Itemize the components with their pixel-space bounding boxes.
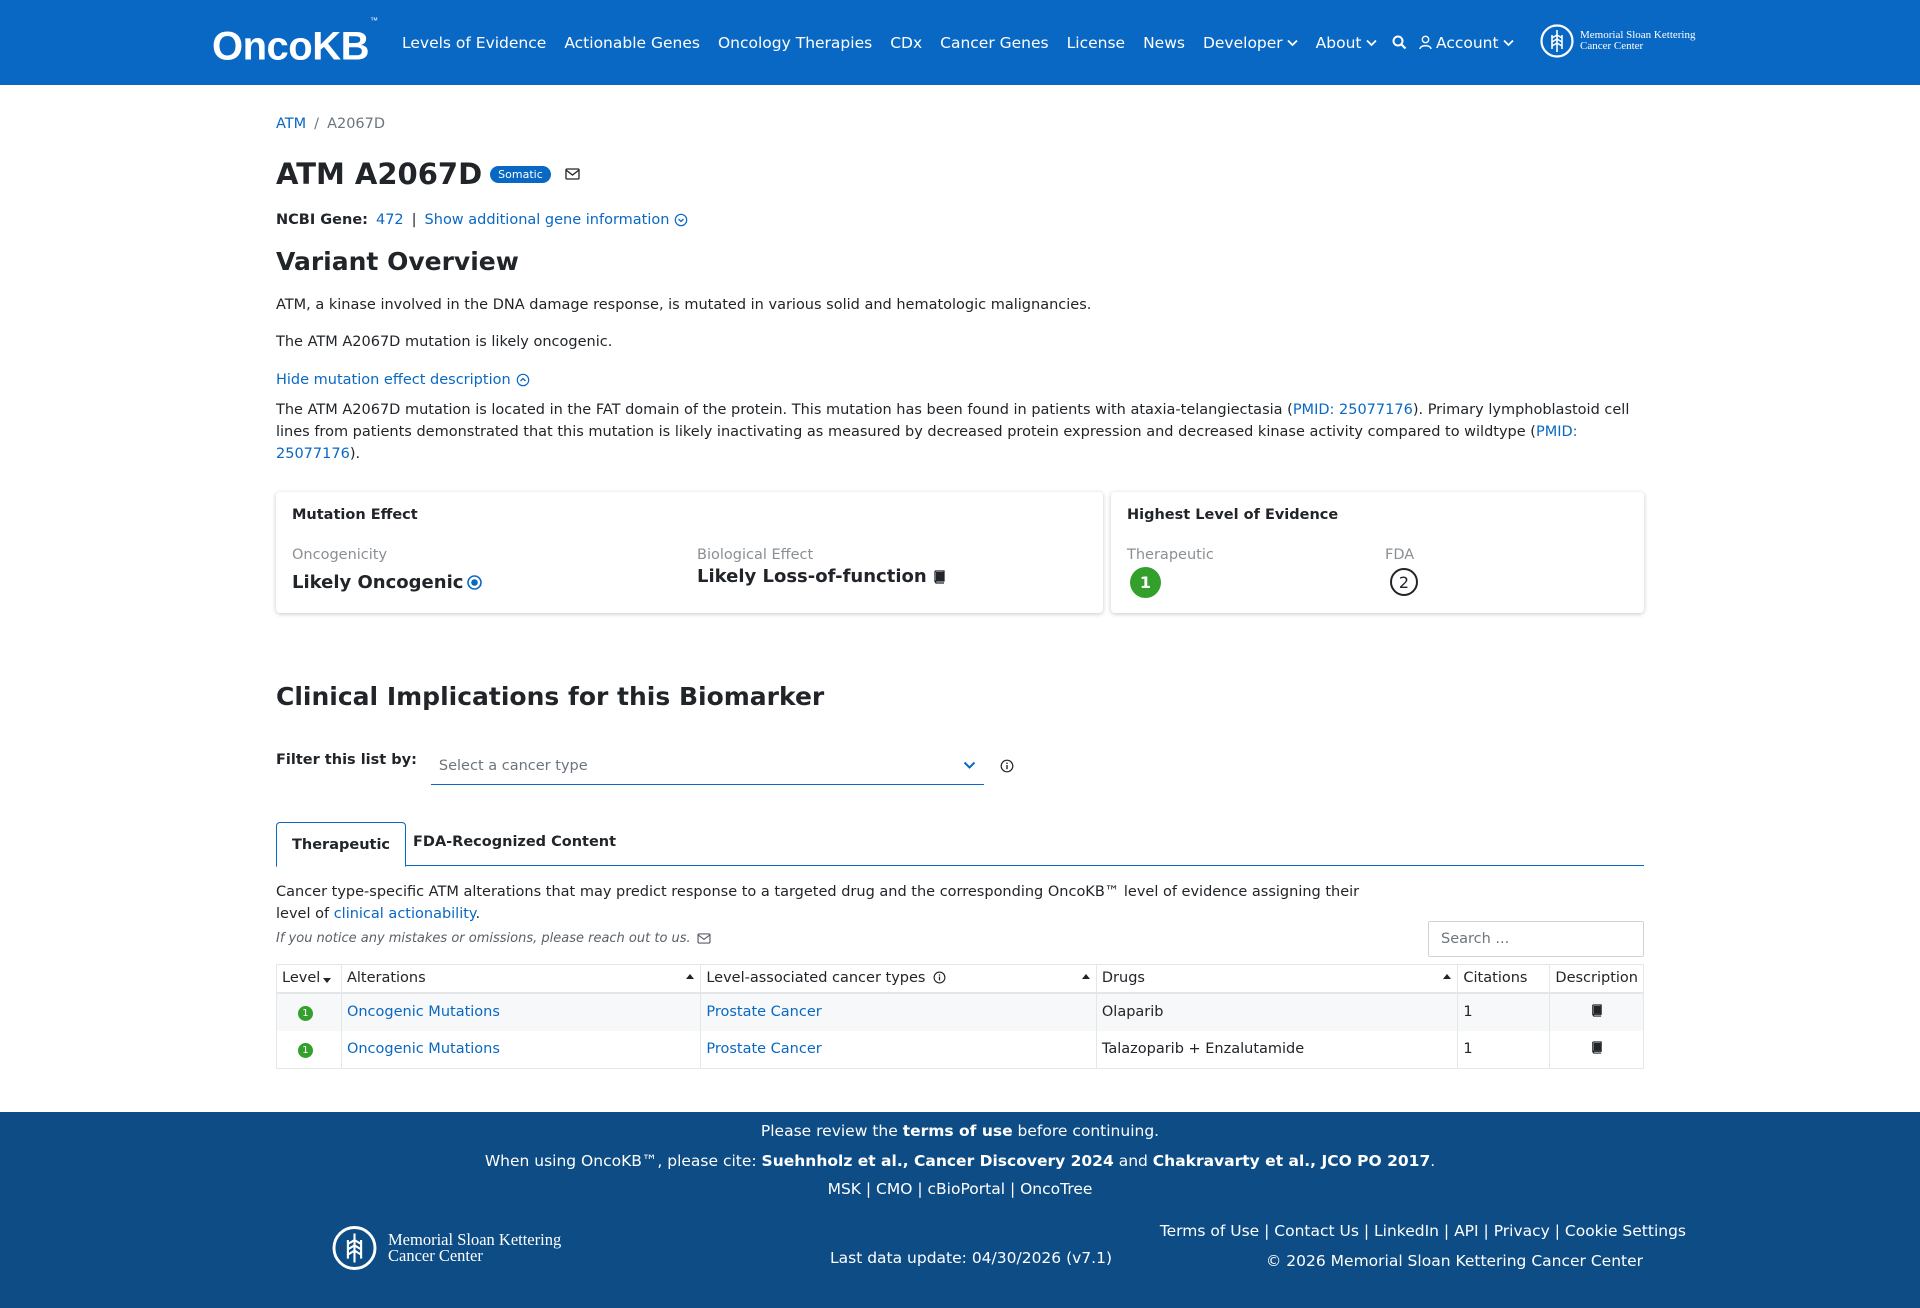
book-icon[interactable] [1590,1041,1603,1054]
mutation-effect-description [276,399,1644,465]
col-alterations[interactable] [341,965,700,993]
oncogenicity-label: Oncogenicity [292,547,388,563]
footer-link-msk[interactable]: MSK [827,1180,861,1198]
fda-level-2-icon[interactable]: 2 [1390,568,1418,596]
desc-text-1: The ATM A2067D mutation is located in the FAT domain of the protein. This mutation has been found in patients with ataxia-telangiectasia ( [276,402,1293,418]
cancer-type-select[interactable] [431,747,984,785]
msk-name-line2: Cancer Center [388,1246,483,1265]
page-title: ATM A2067D [276,157,483,191]
level-1-icon[interactable]: 1 [298,1043,313,1058]
col-alterations-label: Alterations [346,970,426,987]
pmid-link[interactable]: PMID: 25077176 [1292,402,1413,418]
about-label: About [1315,33,1362,52]
sort-asc-icon [1082,974,1090,979]
col-citations-label: Citations [1463,970,1528,987]
description-cell [1550,993,1644,1031]
msk-name-line1: Memorial Sloan Kettering [1580,29,1696,41]
cancer-type-cell [701,993,1097,1031]
oncogenicity-text: Likely Oncogenic [292,572,464,593]
col-level[interactable] [277,965,342,993]
col-citations[interactable] [1458,965,1550,993]
tab-therapeutic[interactable]: Therapeutic [276,822,406,867]
nav-right [1392,0,1514,85]
footer-link-api[interactable]: API [1454,1222,1479,1240]
chevron-circle-down-icon [674,213,688,227]
chevron-down-icon [1503,39,1514,47]
footer [0,1112,1920,1308]
treatments-table [276,964,1644,1069]
biological-effect-label: Biological Effect [697,547,814,563]
msk-emblem-icon [332,1222,377,1274]
info-icon[interactable] [933,971,946,984]
table-row [277,993,1644,1031]
table-row [277,1031,1644,1069]
level-1-icon[interactable]: 1 [298,1006,313,1021]
show-gene-info-label: Show additional gene information [424,212,670,228]
citation-notice [0,1152,1920,1170]
chevron-down-icon [963,761,976,770]
nav-menu [402,0,1395,85]
nav-about-dropdown[interactable] [1316,34,1377,52]
col-drugs-label: Drugs [1101,970,1145,987]
ncbi-label: NCBI Gene: [276,212,368,228]
sort-asc-icon [1443,974,1451,979]
info-icon[interactable] [1000,759,1014,773]
alteration-cell [341,1031,700,1069]
msk-name-line1: Memorial Sloan Kettering [388,1230,562,1249]
col-cancer-types-label: Level-associated cancer types [706,970,926,987]
oncogenic-target-icon[interactable] [467,575,482,590]
therapeutic-desc-end: . [475,906,481,922]
alteration-link[interactable]: Oncogenic Mutations [346,1004,500,1020]
footer-link-cmo[interactable]: CMO [876,1180,913,1198]
citations-cell[interactable]: 1 [1458,1031,1550,1069]
account-label: Account [1436,33,1499,52]
citation-end: . [1430,1152,1436,1170]
msk-emblem-icon [1540,22,1574,60]
footer-link-privacy[interactable]: Privacy [1493,1222,1550,1240]
highest-level-card [1111,492,1644,613]
nav-oncology-therapies[interactable]: Oncology Therapies [717,33,873,52]
toggle-label: Hide mutation effect description [276,372,511,388]
chevron-circle-up-icon [516,373,530,387]
last-data-update: Last data update: 04/30/2026 (v7.1) [830,1249,1112,1267]
sort-asc-icon [686,974,694,979]
feedback-notice [276,931,711,946]
chevron-down-icon [1366,39,1377,47]
level-cell [277,1031,342,1069]
nav-developer-dropdown[interactable] [1203,34,1298,52]
description-cell [1550,1031,1644,1069]
footer-msk-logo[interactable] [332,1222,561,1274]
book-icon[interactable] [1590,1004,1603,1017]
citation-link-chakravarty[interactable]: Chakravarty et al., JCO PO 2017 [1152,1152,1431,1170]
variant-summary: The ATM A2067D mutation is likely oncogenic. [276,334,613,350]
nav-cancer-genes[interactable]: Cancer Genes [940,33,1049,52]
nav-cdx[interactable]: CDx [890,33,923,52]
col-drugs[interactable] [1096,965,1458,993]
nav-levels-of-evidence[interactable]: Levels of Evidence [402,33,547,52]
therapeutic-label: Therapeutic [1127,547,1214,563]
ncbi-gene-link[interactable]: 472 [375,212,404,228]
footer-link-contact[interactable]: Contact Us [1274,1222,1359,1240]
terms-text-end: before continuing. [1012,1122,1160,1140]
therapeutic-level-value [1130,567,1161,598]
developer-label: Developer [1202,33,1283,52]
clinical-implications-heading: Clinical Implications for this Biomarker [276,682,825,711]
breadcrumb-gene-link[interactable]: ATM [276,116,307,132]
biological-effect-text: Likely Loss-of-function [697,566,927,587]
highest-level-heading: Highest Level of Evidence [1127,507,1339,523]
table-header-row [277,965,1644,993]
separator: | [411,212,417,228]
footer-link-cbioportal[interactable]: cBioPortal [927,1180,1006,1198]
search-icon[interactable] [1392,35,1407,50]
mail-icon[interactable] [565,168,580,180]
copyright: © 2026 Memorial Sloan Kettering Cancer Center [1265,1252,1643,1270]
terms-text: Please review the [760,1122,903,1140]
msk-logo[interactable] [1540,22,1695,60]
citation-link-suehnholz[interactable]: Suehnholz et al., Cancer Discovery 2024 [761,1152,1114,1170]
clinical-actionability-link[interactable]: clinical actionability [333,906,476,922]
level-1-icon[interactable]: 1 [1130,567,1161,598]
citation-text: When using OncoKB™, please cite: [484,1152,762,1170]
filter-label: Filter this list by: [276,752,417,768]
alteration-link[interactable]: Oncogenic Mutations [346,1041,500,1058]
footer-link-oncotree[interactable]: OncoTree [1020,1180,1093,1198]
citations-cell[interactable]: 1 [1458,993,1550,1031]
biological-effect-value [697,566,946,587]
page-header [276,157,580,191]
cancer-type-cell [701,1031,1097,1069]
nav-actionable-genes[interactable]: Actionable Genes [564,33,700,52]
alteration-cell [341,993,700,1031]
level-cell [277,993,342,1031]
nav-news[interactable]: News [1143,33,1185,52]
cancer-type-link[interactable]: Prostate Cancer [706,1004,822,1020]
terms-notice [0,1122,1920,1140]
cancer-type-filter [276,747,1014,785]
pmid-link[interactable]: PMID: 25077176 [276,424,1578,462]
nav-license[interactable]: License [1066,33,1126,52]
col-description [1550,965,1644,993]
account-dropdown[interactable] [1419,34,1514,52]
footer-link-linkedin[interactable]: LinkedIn [1374,1222,1439,1240]
breadcrumb [276,116,385,132]
user-icon [1419,35,1432,50]
gene-summary: ATM, a kinase involved in the DNA damage response, is mutated in various solid and hematologic malignancies. [276,297,1092,313]
msk-name-line2: Cancer Center [1580,40,1644,52]
book-icon[interactable] [932,570,946,584]
feedback-notice-text: If you notice any mistakes or omissions, please reach out to us. [276,931,691,946]
select-placeholder: Select a cancer type [438,757,588,774]
mutation-effect-heading: Mutation Effect [292,507,418,523]
footer-right-links: Terms of Use | Contact Us | LinkedIn | API | Privacy | Cookie Settings [1159,1222,1686,1240]
fda-level-value [1390,568,1418,596]
tab-fda-recognized-content[interactable]: FDA-Recognized Content [413,834,617,850]
oncokb-logo[interactable]: OncoKB™ [212,16,378,69]
footer-link-cookie-settings[interactable]: Cookie Settings [1564,1222,1686,1240]
hide-mutation-effect-toggle[interactable] [276,369,530,391]
fda-label: FDA [1385,547,1415,563]
breadcrumb-current: A2067D [327,116,386,132]
desc-text-3: ). [349,446,361,462]
top-navbar [0,0,1920,85]
sort-desc-icon [323,978,331,983]
cancer-type-link[interactable]: Prostate Cancer [706,1041,822,1058]
terms-of-use-link[interactable]: terms of use [902,1122,1013,1140]
drugs-cell: Olaparib [1096,993,1458,1031]
therapeutic-description [276,881,1386,925]
col-cancer-types[interactable] [701,965,1097,993]
drugs-cell: Talazoparib + Enzalutamide [1096,1031,1458,1069]
col-description-label: Description [1555,970,1638,987]
breadcrumb-separator: / [314,116,320,132]
variant-overview-heading: Variant Overview [276,247,519,276]
mail-icon[interactable] [697,933,711,944]
footer-top-links: MSK | CMO | cBioPortal | OncoTree [827,1180,1093,1198]
footer-link-terms[interactable]: Terms of Use [1159,1222,1260,1240]
chevron-down-icon [1287,39,1298,47]
somatic-badge: Somatic [490,166,551,183]
table-search-input[interactable]: Search ... [1428,921,1644,957]
citation-and: and [1113,1152,1153,1170]
oncogenicity-value [292,572,482,593]
evidence-tabs [276,821,1644,866]
mutation-effect-card [276,492,1103,613]
col-level-label: Level [282,970,321,987]
therapeutic-desc-text: Cancer type-specific ATM alterations that may predict response to a targeted drug and the corresponding OncoKB™ level of evidence assigning their level of [276,884,1360,922]
show-gene-info-link[interactable] [425,212,689,228]
desc-text-2: ). Primary lymphoblastoid cell lines from patients demonstrated that this mutation is likely inactivating as measured by decreased protein expression and decreased kinase activity compared to wildtype ( [276,402,1630,440]
ncbi-gene-row [276,212,688,228]
